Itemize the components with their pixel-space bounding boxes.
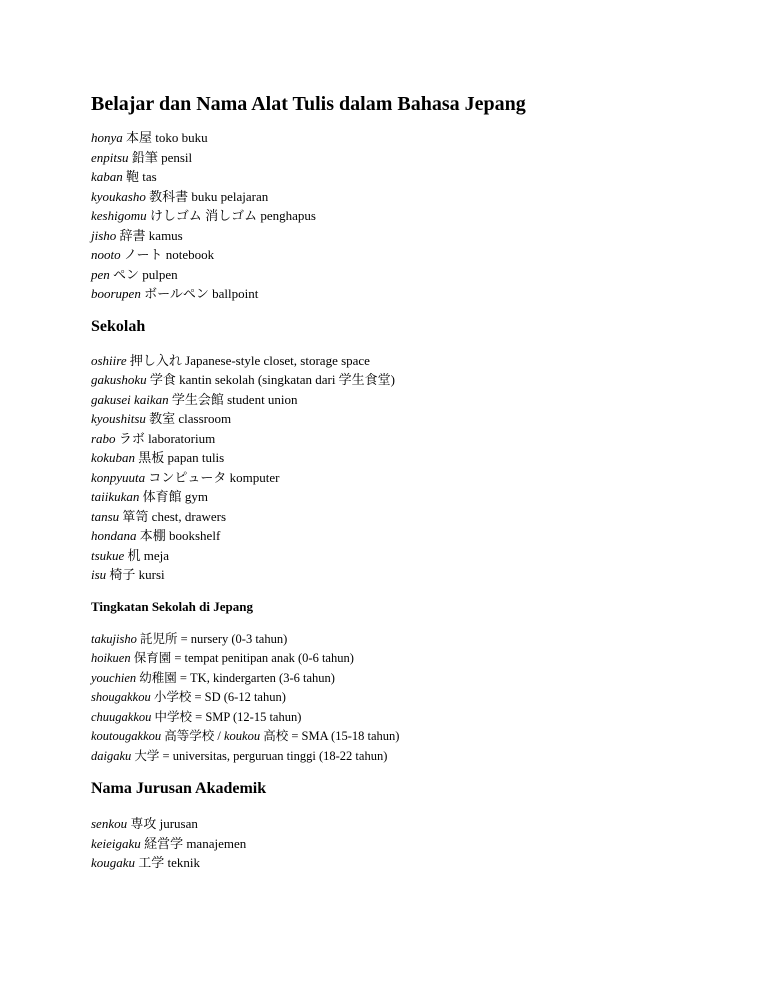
meaning: けしゴム 消しゴム penghapus — [146, 208, 316, 223]
list-item — [91, 630, 731, 650]
meaning: 机 meja — [124, 547, 169, 563]
list-item — [91, 834, 731, 854]
romaji: keshigomu — [91, 208, 147, 223]
list-tingkatan — [91, 630, 731, 767]
list-item — [91, 370, 731, 390]
list-item — [91, 148, 731, 168]
romaji: kaban — [91, 169, 123, 184]
list-alat-tulis — [91, 128, 731, 304]
romaji: boorupen — [91, 286, 141, 301]
list-item — [91, 390, 731, 410]
romaji: hondana — [91, 528, 137, 543]
meaning: 黒板 papan tulis — [135, 450, 225, 465]
romaji: honya — [91, 130, 123, 145]
meaning: 高等学校 / — [161, 729, 224, 743]
meaning: 鞄 tas — [122, 169, 157, 184]
meaning: 押し入れ Japanese-style closet, storage space — [126, 352, 370, 368]
list-item — [91, 128, 731, 148]
list-item — [91, 727, 731, 747]
list-item — [91, 565, 731, 585]
meaning: 本棚 bookshelf — [136, 528, 221, 543]
romaji: tsukue — [91, 547, 125, 563]
meaning: 教室 classroom — [145, 411, 232, 426]
section-title-jurusan: Nama Jurusan Akademik — [91, 780, 267, 797]
section-title-sekolah: Sekolah — [91, 317, 146, 335]
meaning: 体育館 gym — [139, 489, 209, 504]
meaning: 経営学 manajemen — [140, 835, 247, 851]
romaji: takujisho — [91, 631, 137, 646]
romaji: tansu — [91, 508, 120, 524]
list-item — [91, 226, 731, 246]
meaning: 鉛筆 pensil — [128, 149, 193, 165]
romaji: gakusei kaikan — [91, 391, 169, 407]
romaji: hoikuen — [91, 651, 131, 665]
meaning: 学生会館 student union — [168, 391, 298, 407]
romaji: kougaku — [91, 855, 136, 870]
list-jurusan — [91, 814, 731, 873]
list-item — [91, 265, 731, 285]
romaji: shougakkou — [91, 690, 151, 704]
list-item — [91, 526, 731, 546]
romaji: enpitsu — [91, 149, 129, 165]
romaji: oshiire — [91, 352, 127, 368]
list-item — [91, 649, 731, 669]
list-item — [91, 206, 731, 226]
list-item — [91, 351, 731, 371]
list-item — [91, 409, 731, 429]
romaji: senkou — [91, 816, 128, 831]
page-title: Belajar dan Nama Alat Tulis dalam Bahasa Jepang — [91, 93, 526, 115]
list-item — [91, 245, 731, 265]
meaning: 小学校 = SD (6-12 tahun) — [150, 690, 286, 704]
document-page — [91, 92, 731, 873]
list-item — [91, 669, 731, 689]
romaji: daigaku — [91, 748, 132, 763]
section-title-tingkatan: Tingkatan Sekolah di Jepang — [91, 598, 253, 614]
meaning: 学食 kantin sekolah (singkatan dari 学生食堂) — [146, 372, 396, 387]
meaning: 幼稚園 = TK, kindergarten (3-6 tahun) — [136, 670, 335, 685]
meaning: ラボ laboratorium — [115, 430, 216, 446]
meaning: 教科書 buku pelajaran — [145, 188, 269, 204]
meaning: 工学 teknik — [135, 855, 201, 870]
romaji: chuugakkou — [91, 709, 152, 724]
list-item — [91, 507, 731, 527]
list-item — [91, 853, 731, 873]
list-item — [91, 468, 731, 488]
meaning: コンピュータ komputer — [145, 469, 280, 485]
meaning: ボールペン ballpoint — [140, 286, 259, 301]
list-item — [91, 814, 731, 834]
list-item — [91, 708, 731, 728]
meaning: 辞書 kamus — [116, 227, 183, 243]
meaning-alt: 高校 = SMA (15-18 tahun) — [260, 729, 400, 743]
list-item — [91, 487, 731, 507]
meaning: ペン pulpen — [109, 266, 178, 282]
romaji: konpyuuta — [91, 469, 146, 485]
list-item — [91, 448, 731, 468]
romaji: kyoushitsu — [91, 411, 146, 426]
meaning: 箪笥 chest, drawers — [119, 508, 227, 524]
meaning: ノート notebook — [120, 247, 215, 262]
meaning: 椅子 kursi — [106, 567, 165, 582]
meaning: 本屋 toko buku — [122, 130, 208, 145]
romaji: rabo — [91, 430, 116, 446]
romaji: kokuban — [91, 450, 136, 465]
list-item — [91, 688, 731, 708]
romaji: nooto — [91, 247, 121, 262]
romaji: koutougakkou — [91, 729, 162, 743]
romaji: jisho — [91, 227, 117, 243]
meaning: 保育園 = tempat penitipan anak (0-6 tahun) — [130, 651, 354, 665]
list-sekolah — [91, 351, 731, 585]
romaji: pen — [91, 266, 110, 282]
list-item — [91, 167, 731, 187]
meaning: 託児所 = nursery (0-3 tahun) — [136, 631, 288, 646]
romaji: isu — [91, 567, 107, 582]
romaji: taiikukan — [91, 489, 140, 504]
romaji-alt: koukou — [223, 729, 261, 743]
list-item — [91, 546, 731, 566]
meaning: 専攻 jurusan — [127, 816, 198, 831]
meaning: 中学校 = SMP (12-15 tahun) — [151, 709, 302, 724]
list-item — [91, 429, 731, 449]
meaning: 大学 = universitas, perguruan tinggi (18-22 tahun) — [131, 748, 388, 763]
list-item — [91, 747, 731, 767]
romaji: keieigaku — [91, 835, 141, 851]
list-item — [91, 187, 731, 207]
romaji: gakushoku — [91, 372, 147, 387]
list-item — [91, 284, 731, 304]
romaji: youchien — [91, 670, 137, 685]
romaji: kyoukasho — [91, 188, 146, 204]
